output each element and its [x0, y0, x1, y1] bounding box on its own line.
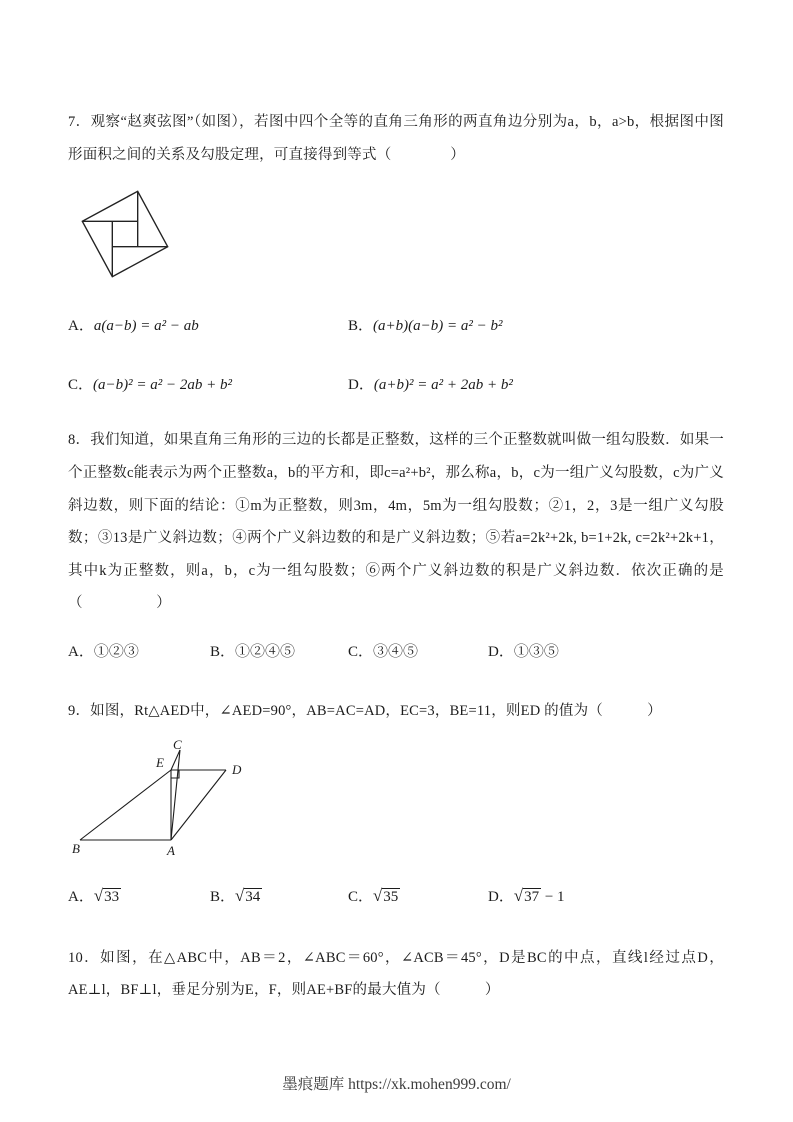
option-label: B． [210, 644, 236, 660]
question-9 [68, 695, 724, 906]
question-9-stem: 9．如图，Rt△AED中，∠AED=90°，AB=AC=AD，EC=3，BE=11，则ED 的值为（ ） [68, 703, 662, 719]
option-text: ①③⑤ [513, 644, 559, 660]
question-8-option-b [210, 640, 348, 661]
question-7-options [68, 314, 724, 394]
option-label: D． [488, 888, 514, 905]
option-formula [93, 885, 121, 905]
question-9-option-a [68, 885, 210, 906]
sqrt-sign: √ [235, 885, 245, 905]
option-text: ③④⑤ [373, 644, 419, 660]
segment-BE [80, 770, 171, 840]
option-label: C． [348, 888, 374, 905]
sqrt-sign: √ [93, 885, 104, 905]
option-label: D． [348, 377, 374, 394]
question-8 [68, 424, 724, 661]
sqrt-sign: √ [513, 885, 524, 905]
question-8-option-c [348, 640, 488, 661]
sqrt-sign: √ [373, 885, 383, 905]
question-7-option-d [348, 373, 724, 394]
option-text: ①②③ [93, 644, 139, 660]
option-formula [235, 885, 262, 905]
question-8-option-d [488, 640, 724, 661]
radicand: 33 [104, 888, 120, 905]
question-10 [68, 942, 724, 1007]
vertex-label-E: E [156, 754, 164, 770]
question-9-option-c [348, 885, 488, 906]
question-7-option-a [68, 314, 348, 335]
option-label: B． [348, 318, 374, 335]
option-text: ①②④⑤ [235, 644, 296, 660]
question-7 [68, 106, 724, 394]
footer-text: 墨痕题库 https://xk.mohen999.com/ [282, 1076, 511, 1093]
option-formula: a(a−b) = a² − ab [93, 318, 199, 335]
option-formula [513, 885, 565, 905]
option-label: A． [68, 888, 94, 905]
option-label: D． [488, 644, 514, 660]
outer-tilted-square [82, 192, 167, 277]
vertex-label-B: B [72, 840, 80, 856]
option-label: A． [68, 644, 94, 660]
triangle-diagram [72, 740, 252, 862]
question-9-option-b [210, 885, 348, 906]
question-7-option-c [68, 373, 348, 394]
radicand: 34 [245, 888, 261, 905]
segment-AD [171, 770, 226, 840]
formula-suffix: − 1 [541, 888, 565, 905]
question-9-option-d [488, 885, 724, 906]
question-8-option-a [68, 640, 210, 661]
footer-watermark [0, 1072, 793, 1094]
zhao-shuang-figure [80, 189, 724, 284]
option-label: B． [210, 888, 236, 905]
option-formula: (a+b)² = a² + 2ab + b² [373, 377, 513, 394]
option-label: A． [68, 318, 94, 335]
question-9-options [68, 885, 724, 906]
option-formula [373, 885, 400, 905]
question-8-stem: 8．我们知道，如果直角三角形的三边的长都是正整数，这样的三个正整数就叫做一组勾股数．如果一个正整数c能表示为两个正整数a，b的平方和，即c=a²+b²，那么称a，b，c为一组广义勾股数，c为广义斜边数，则下面的结论：①m为正整数，则3m，4m，5m为一组勾股数；②1，2，3是一组广义勾股数；③13是广义斜边数；④两个广义斜边数的和是广义斜边数；⑤若a=2k²+2k, b=1+2k, c=2k²+2k+1，其中k为正整数，则a，b，c为一组勾股数；⑥两个广义斜边数的积是广义斜边数．依次正确的是（ ） [68, 432, 724, 612]
option-formula: (a+b)(a−b) = a² − b² [373, 318, 503, 335]
option-formula: (a−b)² = a² − 2ab + b² [93, 377, 232, 394]
radicand: 37 [524, 888, 540, 905]
triangle-figure [72, 740, 724, 867]
question-10-stem: 10．如图，在△ABC中，AB＝2，∠ABC＝60°，∠ACB＝45°，D是BC的中点，直线l经过点D，AE⊥l，BF⊥l，垂足分别为E，F，则AE+BF的最大值为（ ） [68, 949, 724, 999]
option-label: C． [348, 644, 374, 660]
zhao-shuang-diagram [80, 189, 170, 279]
question-7-option-b [348, 314, 724, 335]
question-8-options [68, 640, 724, 661]
segment-AC [171, 750, 180, 840]
option-label: C． [68, 377, 94, 394]
radicand: 35 [383, 888, 399, 905]
vertex-label-A: A [167, 842, 175, 858]
vertex-label-D: D [232, 761, 242, 777]
question-7-stem: 7．观察“赵爽弦图”（如图），若图中四个全等的直角三角形的两直角边分别为a，b，a>b，根据图中图形面积之间的关系及勾股定理，可直接得到等式（ ） [68, 114, 724, 163]
vertex-label-C: C [173, 739, 182, 752]
